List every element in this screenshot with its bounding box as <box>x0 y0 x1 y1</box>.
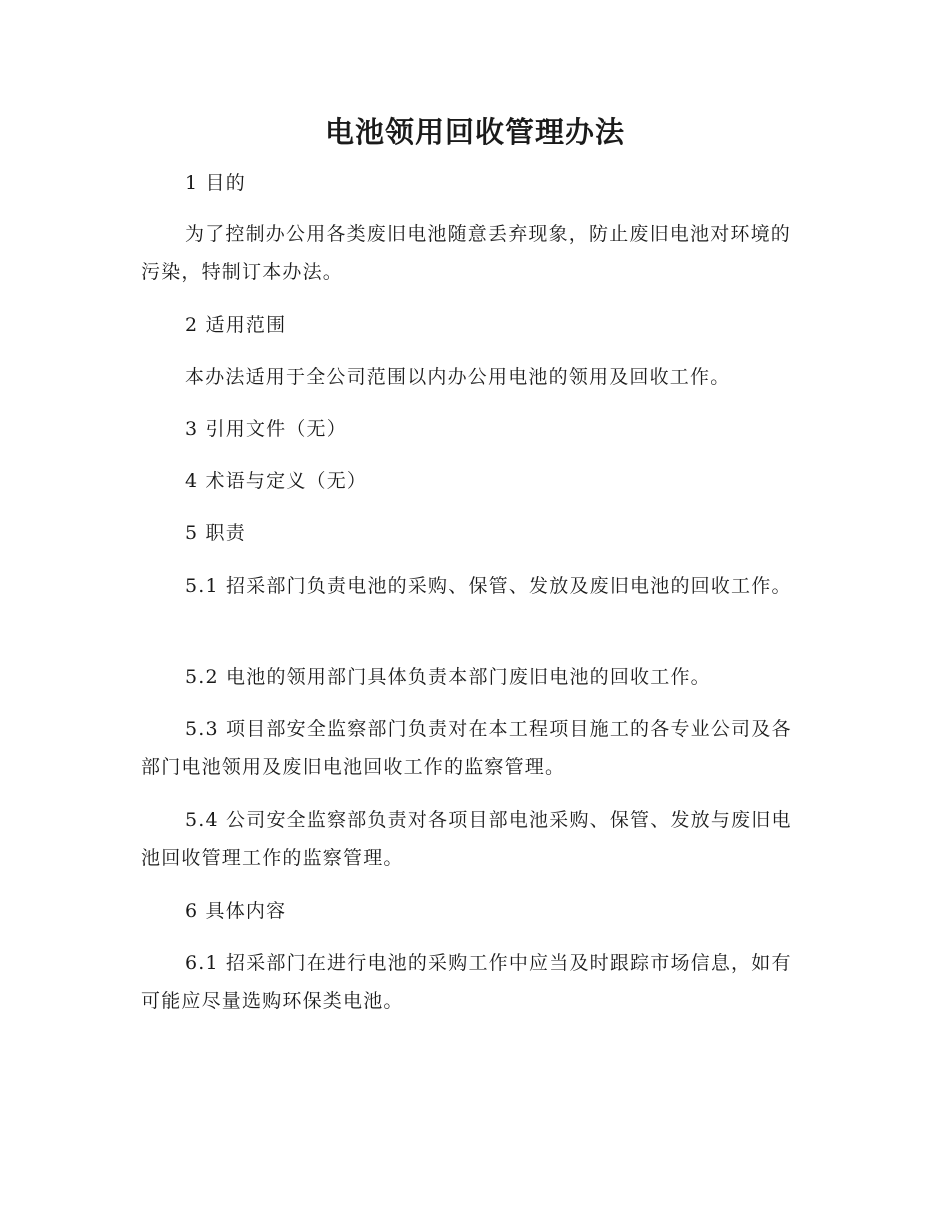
paragraph-5-2: 5.2 电池的领用部门具体负责本部门废旧电池的回收工作。 <box>185 666 711 688</box>
section-heading-references: 3 引用文件（无） <box>185 418 347 440</box>
section-heading-scope: 2 适用范围 <box>185 314 287 336</box>
paragraph-5-4: 5.4 公司安全监察部负责对各项目部电池采购、保管、发放与废旧电池回收管理工作的监察管理。 <box>141 809 792 869</box>
paragraph-scope: 本办法适用于全公司范围以内办公用电池的领用及回收工作。 <box>185 366 731 388</box>
section-heading-purpose: 1 目的 <box>185 172 246 194</box>
section-heading-responsibilities: 5 职责 <box>185 522 246 544</box>
paragraph-5-3: 5.3 项目部安全监察部门负责对在本工程项目施工的各专业公司及各部门电池领用及废旧电池回收工作的监察管理。 <box>141 718 792 778</box>
paragraph-purpose: 为了控制办公用各类废旧电池随意丢弃现象，防止废旧电池对环境的污染，特制订本办法。 <box>141 223 792 283</box>
document-title: 电池领用回收管理办法 <box>324 115 625 149</box>
section-heading-content: 6 具体内容 <box>185 900 287 922</box>
paragraph-6-1: 6.1 招采部门在进行电池的采购工作中应当及时跟踪市场信息，如有可能应尽量选购环保类电池。 <box>141 952 792 1012</box>
paragraph-5-1: 5.1 招采部门负责电池的采购、保管、发放及废旧电池的回收工作。 <box>185 575 792 597</box>
section-heading-definitions: 4 术语与定义（无） <box>185 470 368 492</box>
